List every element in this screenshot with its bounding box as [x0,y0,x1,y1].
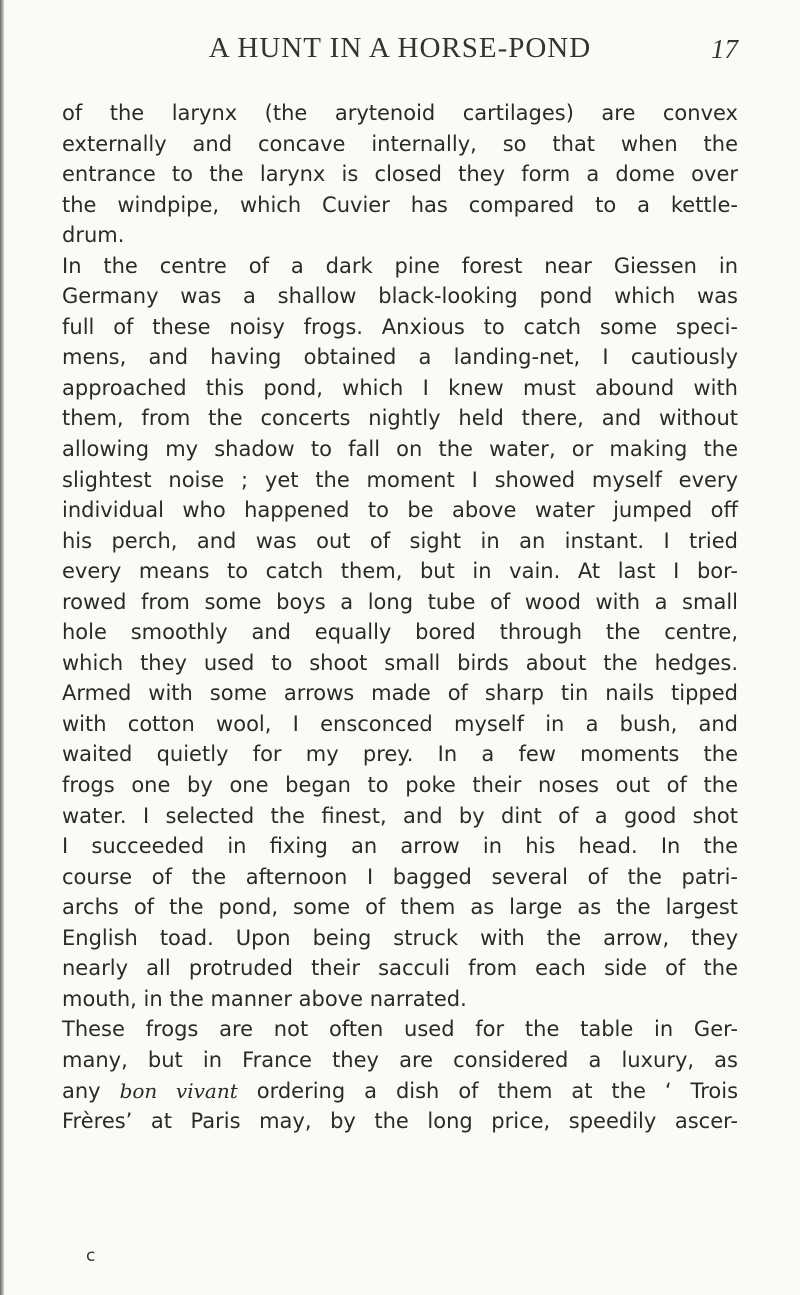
text-line: of the larynx (the arytenoid cartilages) are convex [62,101,738,125]
text-line: waited quietly for my prey. In a few moments the [62,742,738,767]
body-text [62,98,738,1137]
italic-phrase: bon vivant [119,1078,238,1103]
text-line: mens, and having obtained a landing-net, I cautiously [62,345,738,370]
text-line: which they used to shoot small birds about the hedges. [62,650,738,675]
text-line: Frères’ at Paris may, by the long price, speedily ascer- [62,1109,738,1134]
text-line: archs of the pond, some of them as large as the largest [62,895,738,920]
text-line: the windpipe, which Cuvier has compared to a kettle- [62,192,738,217]
text-line: In the centre of a dark pine forest near Giessen in [62,253,738,278]
text-line: hole smoothly and equally bored through the centre, [62,620,738,645]
text-line: course of the afternoon I bagged several of the patri- [62,864,738,889]
text-line-segment: ordering a dish of them at the ‘ Trois [237,1078,739,1103]
text-line: water. I selected the finest, and by dint of a good shot [62,803,738,828]
page-header [0,30,800,70]
running-title: A HUNT IN A HORSE-POND [208,32,592,64]
text-line: I succeeded in fixing an arrow in his head. In the [62,834,738,859]
text-line: frogs one by one began to poke their noses out of the [62,773,738,798]
text-line: nearly all protruded their sacculi from each side of the [62,956,738,981]
text-line-with-italic [62,1076,738,1107]
text-line: them, from the concerts nightly held there, and without [62,406,738,431]
text-line: approached this pond, which I knew must abound with [62,375,738,400]
text-line: every means to catch them, but in vain. At last I bor- [62,559,738,584]
text-line: slightest noise ; yet the moment I showed myself every [62,467,738,492]
text-line: with cotton wool, I ensconced myself in a bush, and [62,711,738,736]
text-line: drum. [62,223,125,248]
text-line: rowed from some boys a long tube of wood with a small [62,589,738,614]
text-line: externally and concave internally, so that when the [62,131,738,156]
page-number: 17 [711,34,738,64]
text-line-segment: any [62,1078,120,1103]
text-line-segment: many, but in France they are considered a luxury, as [62,1047,738,1072]
text-line: English toad. Upon being struck with the arrow, they [62,925,738,950]
text-line: entrance to the larynx is closed they form a dome over [62,162,738,187]
text-line [62,1045,738,1076]
text-line: mouth, in the manner above narrated. [62,986,467,1011]
text-line: his perch, and was out of sight in an instant. I tried [62,528,738,553]
page-spine-edge [0,0,4,1295]
text-line: Germany was a shallow black-looking pond which was [62,284,738,309]
signature-mark: c [86,1246,96,1266]
text-line: Armed with some arrows made of sharp tin nails tipped [62,681,738,706]
text-line: allowing my shadow to fall on the water, or making the [62,437,738,462]
text-line: These frogs are not often used for the table in Ger- [62,1017,738,1042]
text-line: individual who happened to be above water jumped off [62,498,738,523]
text-line: full of these noisy frogs. Anxious to catch some speci- [62,314,738,339]
